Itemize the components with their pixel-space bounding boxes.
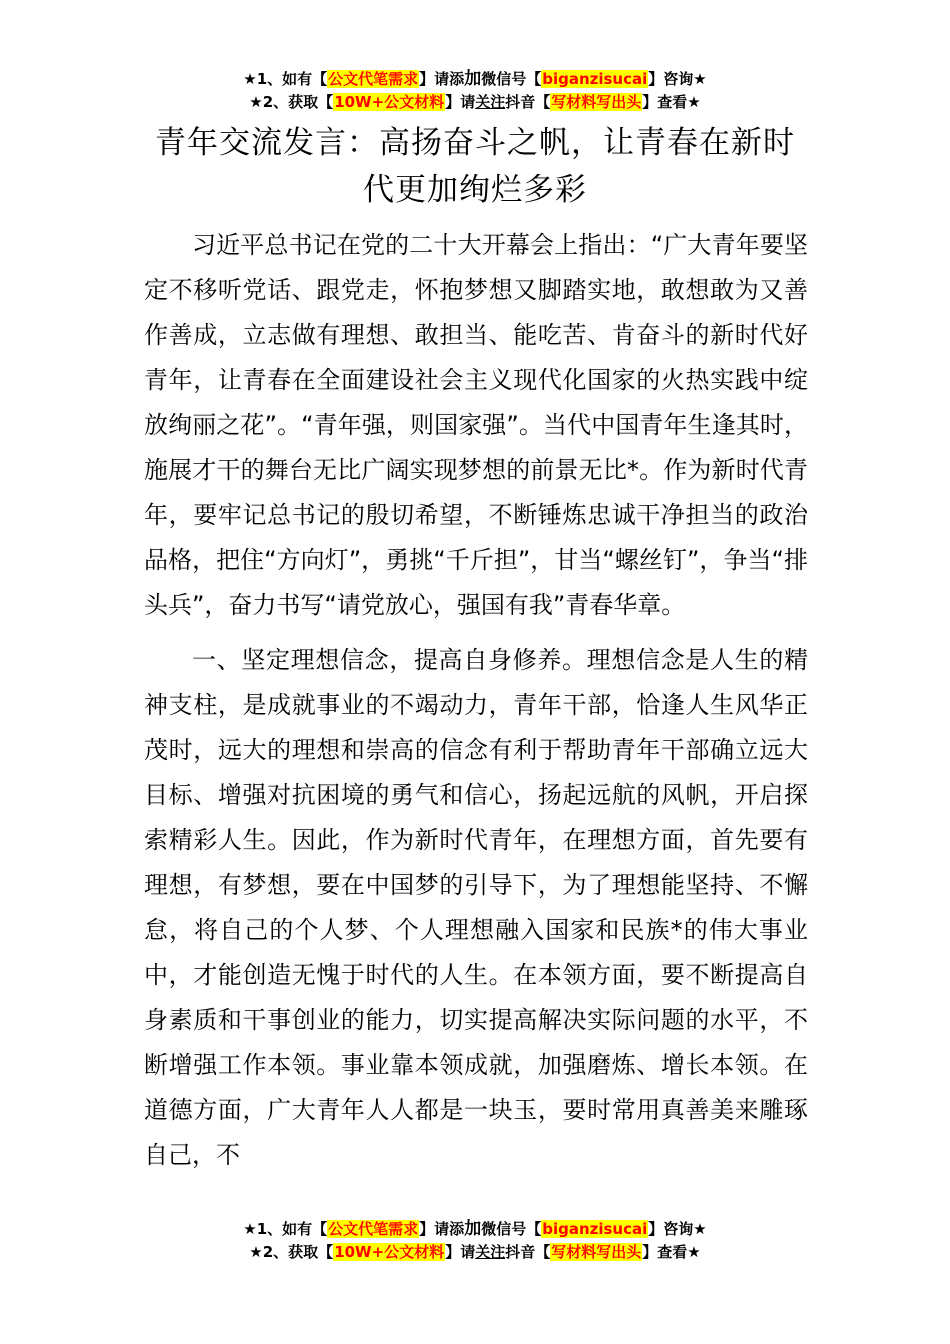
promo-text: ★2、获取【 (249, 1243, 334, 1261)
promo-text: 】请 (445, 93, 476, 111)
document-title: 青年交流发言：高扬奋斗之帆，让青春在新时代更加绚烂多彩 (155, 125, 795, 208)
promo-text: 抖音【 (505, 1243, 551, 1261)
promo-douyin-account: 写材料写出头 (551, 1243, 642, 1261)
promo-line-1 (0, 68, 950, 91)
promo-text: 抖音【 (505, 93, 551, 111)
promo-highlight: 公文代笔需求 (328, 70, 419, 88)
footer-promo-banner (0, 1218, 950, 1264)
promo-highlight: 10W+公文材料 (334, 93, 445, 111)
promo-text: 】请添 (419, 1220, 465, 1238)
header-promo-banner (0, 68, 950, 114)
paragraph-intro: 习近平总书记在党的二十大开幕会上指出：“广大青年要坚定不移听党话、跟党走，怀抱梦想又脚踏实地，敢想敢为又善作善成，立志做有理想、敢担当、能吃苦、肯奋斗的新时代好青年，让青春在全面建设社会主义现代化国家的火热实践中绽放绚丽之花”。“青年强，则国家强”。当代中国青年生逢其时，施展才干的舞台无比广阔实现梦想的前景无比*。作为新时代青年，要牢记总书记的殷切希望，不断锤炼忠诚干净担当的政治品格，把住“方向灯”，勇挑“千斤担”，甘当“螺丝钉”，争当“排头兵”，奋力书写“请党放心，强国有我”青春华章。 (144, 231, 808, 619)
promo-emphasis: 加 (464, 1219, 482, 1239)
promo-text: ★1、如有【 (243, 1220, 328, 1238)
promo-emphasis: 关注 (475, 93, 506, 111)
promo-douyin-account: 写材料写出头 (551, 93, 642, 111)
promo-emphasis: 加 (464, 69, 482, 89)
document-body (144, 223, 808, 1178)
paragraph-section-1: 一、坚定理想信念，提高自身修养。理想信念是人生的精神支柱，是成就事业的不竭动力，青年干部，恰逢人生风华正茂时，远大的理想和崇高的信念有利于帮助青年干部确立远大目标、增强对抗困境的勇气和信心，扬起远航的风帆，开启探索精彩人生。因此，作为新时代青年，在理想方面，首先要有理想，有梦想，要在中国梦的引导下，为了理想能坚持、不懈怠，将自己的个人梦、个人理想融入国家和民族*的伟大事业中，才能创造无愧于时代的人生。在本领方面，要不断提高自身素质和干事创业的能力，切实提高解决实际问题的水平，不断增强工作本领。事业靠本领成就，加强磨炼、增长本领。在道德方面，广大青年人人都是一块玉，要时常用真善美来雕琢自己，不 (144, 646, 808, 1169)
promo-text: 微信号【 (481, 70, 542, 88)
promo-text: 】咨询★ (648, 70, 707, 88)
promo-wechat-id: biganzisucai (542, 1220, 648, 1238)
promo-wechat-id: biganzisucai (542, 70, 648, 88)
promo-line-2 (0, 1241, 950, 1264)
promo-highlight: 10W+公文材料 (334, 1243, 445, 1261)
promo-text: 】查看★ (642, 93, 701, 111)
promo-emphasis: 关注 (475, 1243, 506, 1261)
promo-text: 】查看★ (642, 1243, 701, 1261)
promo-text: ★2、获取【 (249, 93, 334, 111)
promo-text: 微信号【 (481, 1220, 542, 1238)
promo-text: 】请 (445, 1243, 476, 1261)
promo-text: ★1、如有【 (243, 70, 328, 88)
promo-highlight: 公文代笔需求 (328, 1220, 419, 1238)
promo-line-1 (0, 1218, 950, 1241)
promo-text: 】请添 (419, 70, 465, 88)
promo-line-2 (0, 91, 950, 114)
promo-text: 】咨询★ (648, 1220, 707, 1238)
